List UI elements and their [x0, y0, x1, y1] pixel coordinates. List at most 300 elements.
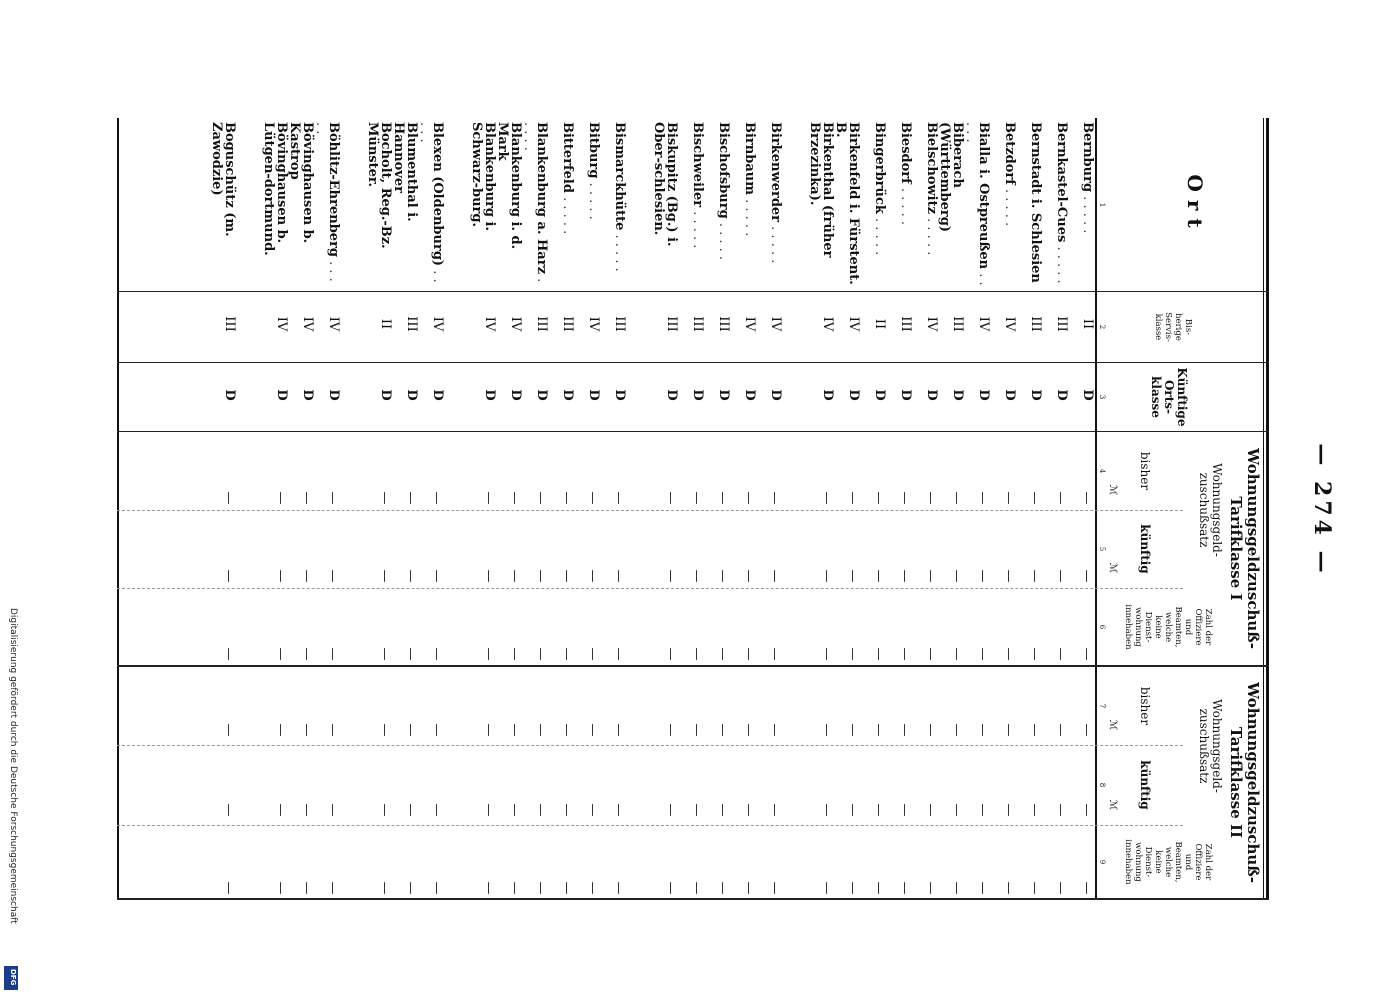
- row-kuenftige-ortsklasse: D: [326, 389, 341, 401]
- table-row: [236, 118, 288, 900]
- row-bisherige-servisklasse: III: [898, 316, 913, 332]
- row-empty-value: —: [559, 491, 574, 505]
- row-empty-value: —: [611, 881, 626, 895]
- leader-dots: . . . . .: [586, 178, 601, 220]
- row-empty-value: —: [221, 491, 236, 505]
- row-bisherige-servisklasse: IV: [1002, 316, 1017, 332]
- row-empty-value: —: [299, 881, 314, 895]
- row-empty-value: —: [897, 803, 912, 817]
- row-ort: Bischofsburg . . . . .: [716, 122, 731, 261]
- unit-col8: ℳ: [1107, 799, 1118, 811]
- row-empty-value: —: [871, 723, 886, 737]
- row-empty-value: —: [897, 647, 912, 661]
- row-bisherige-servisklasse: III: [716, 316, 731, 332]
- row-empty-value: —: [1001, 881, 1016, 895]
- row-empty-value: —: [611, 803, 626, 817]
- row-empty-value: —: [715, 647, 730, 661]
- row-empty-value: —: [1001, 491, 1016, 505]
- row-bisherige-servisklasse: IV: [430, 316, 445, 332]
- row-empty-value: —: [377, 803, 392, 817]
- row-empty-value: —: [1001, 803, 1016, 817]
- colnum-6: 6: [1098, 624, 1106, 630]
- row-empty-value: —: [221, 881, 236, 895]
- colnum-2: 2: [1098, 324, 1106, 330]
- row-empty-value: —: [533, 803, 548, 817]
- row-empty-value: —: [585, 723, 600, 737]
- row-ort: Boguschütz (m. Zawodzie): [209, 122, 237, 237]
- row-bisherige-servisklasse: II: [378, 318, 393, 330]
- row-kuenftige-ortsklasse: D: [872, 389, 887, 401]
- row-empty-value: —: [741, 723, 756, 737]
- table-body: [210, 118, 1094, 900]
- row-empty-value: —: [533, 647, 548, 661]
- row-empty-value: —: [949, 647, 964, 661]
- row-kuenftige-ortsklasse: D: [1080, 389, 1095, 401]
- row-empty-value: —: [559, 803, 574, 817]
- row-empty-value: —: [975, 491, 990, 505]
- row-empty-value: —: [221, 723, 236, 737]
- row-empty-value: —: [273, 723, 288, 737]
- row-bisherige-servisklasse: II: [872, 318, 887, 330]
- row-kuenftige-ortsklasse: D: [1002, 389, 1017, 401]
- row-empty-value: —: [429, 803, 444, 817]
- row-empty-value: —: [819, 569, 834, 583]
- table-row: [1042, 118, 1068, 900]
- row-bisherige-servisklasse: IV: [482, 316, 497, 332]
- row-empty-value: —: [741, 881, 756, 895]
- table-top-rule: [1266, 118, 1269, 900]
- row-empty-value: —: [403, 723, 418, 737]
- row-empty-value: —: [819, 491, 834, 505]
- row-empty-value: —: [845, 723, 860, 737]
- table-row: [756, 118, 782, 900]
- row-empty-value: —: [1001, 723, 1016, 737]
- row-empty-value: —: [975, 723, 990, 737]
- row-empty-value: —: [221, 569, 236, 583]
- row-bisherige-servisklasse: III: [560, 316, 575, 332]
- row-empty-value: —: [481, 569, 496, 583]
- table-row: [574, 118, 600, 900]
- header-separator-rule: [1095, 118, 1097, 900]
- row-empty-value: —: [325, 647, 340, 661]
- row-kuenftige-ortsklasse: D: [508, 389, 523, 401]
- row-kuenftige-ortsklasse: D: [586, 389, 601, 401]
- leader-dots: . . . . .: [521, 122, 549, 283]
- row-empty-value: —: [273, 881, 288, 895]
- row-kuenftige-ortsklasse: D: [222, 389, 237, 401]
- row-empty-value: —: [403, 803, 418, 817]
- row-ort: Bernstadt i. Schlesien: [1028, 122, 1043, 283]
- header-kuenftig-1: künftig: [1138, 524, 1152, 574]
- header-kuenftig-2: künftig: [1138, 760, 1152, 810]
- row-empty-value: —: [481, 647, 496, 661]
- row-empty-value: —: [585, 569, 600, 583]
- row-empty-value: —: [585, 881, 600, 895]
- row-empty-value: —: [819, 647, 834, 661]
- row-empty-value: —: [663, 723, 678, 737]
- row-bisherige-servisklasse: III: [222, 316, 237, 332]
- row-empty-value: —: [273, 569, 288, 583]
- row-bisherige-servisklasse: III: [690, 316, 705, 332]
- row-empty-value: —: [1079, 647, 1094, 661]
- row-empty-value: —: [325, 803, 340, 817]
- row-ort: Bischweiler . . . . .: [690, 122, 705, 249]
- row-ort: Bövinghausen b. Lütgen-dortmund.: [261, 122, 289, 256]
- row-empty-value: —: [299, 803, 314, 817]
- row-empty-value: —: [767, 491, 782, 505]
- table-row: [730, 118, 756, 900]
- row-empty-value: —: [845, 491, 860, 505]
- row-ort: Blankenburg i. Schwarz-burg.: [469, 122, 497, 232]
- row-bisherige-servisklasse: III: [950, 316, 965, 332]
- header-zahl-1: Zahl der Offiziere und Beamten, welche keine Dienst- wohnung innehaben: [1123, 604, 1213, 650]
- row-empty-value: —: [429, 647, 444, 661]
- row-empty-value: —: [1027, 881, 1042, 895]
- row-bisherige-servisklasse: IV: [924, 316, 939, 332]
- row-empty-value: —: [533, 569, 548, 583]
- colnum-9: 9: [1098, 859, 1106, 865]
- row-empty-value: —: [715, 803, 730, 817]
- row-empty-value: —: [845, 569, 860, 583]
- row-ort: Biesdorf . . . . .: [898, 122, 913, 226]
- table-row: [938, 118, 964, 900]
- row-empty-value: —: [559, 569, 574, 583]
- row-empty-value: —: [221, 647, 236, 661]
- row-kuenftige-ortsklasse: D: [1028, 389, 1043, 401]
- row-empty-value: —: [585, 803, 600, 817]
- row-kuenftige-ortsklasse: D: [976, 389, 991, 401]
- row-empty-value: —: [325, 569, 340, 583]
- row-empty-value: —: [325, 491, 340, 505]
- unit-col5: ℳ: [1107, 562, 1118, 574]
- table-row: [678, 118, 704, 900]
- colnum-4: 4: [1098, 468, 1106, 474]
- leader-dots: . . . . .: [963, 122, 991, 286]
- row-empty-value: —: [923, 803, 938, 817]
- row-empty-value: —: [273, 647, 288, 661]
- row-empty-value: —: [715, 491, 730, 505]
- row-empty-value: —: [819, 881, 834, 895]
- table-row: [704, 118, 730, 900]
- row-ort: Bingerbrück . . . . .: [872, 122, 887, 256]
- row-kuenftige-ortsklasse: D: [664, 389, 679, 401]
- row-empty-value: —: [949, 881, 964, 895]
- leader-dots: . . . . .: [768, 222, 783, 264]
- row-bisherige-servisklasse: III: [534, 316, 549, 332]
- row-ort: Bialla i. Ostpreußen . . . . .: [963, 122, 991, 286]
- header-wgz-2: Wohnungsgeld- zuschußsatz: [1197, 699, 1224, 793]
- row-empty-value: —: [1027, 569, 1042, 583]
- row-empty-value: —: [481, 881, 496, 895]
- header-tarifklasse-1: Wohnungsgeldzuschuß- Tarifklasse I: [1227, 448, 1262, 649]
- row-ort: Biberach (Württemberg): [937, 122, 965, 233]
- colnum-1: 1: [1098, 202, 1106, 208]
- row-empty-value: —: [273, 803, 288, 817]
- row-empty-value: —: [663, 881, 678, 895]
- row-empty-value: —: [767, 723, 782, 737]
- table-row: [626, 118, 678, 900]
- row-kuenftige-ortsklasse: D: [612, 389, 627, 401]
- row-ort: Bielschowitz . . . . .: [924, 122, 939, 256]
- row-empty-value: —: [1053, 723, 1068, 737]
- row-empty-value: —: [663, 491, 678, 505]
- row-empty-value: —: [871, 881, 886, 895]
- row-empty-value: —: [689, 647, 704, 661]
- row-empty-value: —: [611, 647, 626, 661]
- leader-dots: . . . . .: [612, 230, 627, 272]
- row-kuenftige-ortsklasse: D: [560, 389, 575, 401]
- table-row: [990, 118, 1016, 900]
- row-ort: Bitterfeld . . . . .: [560, 122, 575, 235]
- row-kuenftige-ortsklasse: D: [274, 389, 289, 401]
- header-wgz-1: Wohnungsgeld- zuschußsatz: [1197, 463, 1224, 557]
- row-kuenftige-ortsklasse: D: [742, 389, 757, 401]
- row-empty-value: —: [715, 723, 730, 737]
- row-bisherige-servisklasse: IV: [742, 316, 757, 332]
- row-empty-value: —: [975, 881, 990, 895]
- colnum-5: 5: [1098, 546, 1106, 552]
- row-empty-value: —: [377, 569, 392, 583]
- row-empty-value: —: [741, 647, 756, 661]
- row-empty-value: —: [923, 647, 938, 661]
- colnum-7: 7: [1098, 703, 1106, 709]
- row-empty-value: —: [481, 723, 496, 737]
- row-empty-value: —: [689, 881, 704, 895]
- row-bisherige-servisklasse: III: [1028, 316, 1043, 332]
- row-empty-value: —: [715, 569, 730, 583]
- leader-dots: . . . . .: [1002, 184, 1017, 227]
- row-bisherige-servisklasse: II: [1080, 318, 1095, 330]
- table-row: [600, 118, 626, 900]
- row-kuenftige-ortsklasse: D: [716, 389, 731, 401]
- row-empty-value: —: [403, 881, 418, 895]
- leader-dots: . . . . .: [872, 213, 887, 256]
- row-bisherige-servisklasse: IV: [274, 316, 289, 332]
- row-empty-value: —: [507, 803, 522, 817]
- row-ort: Blankenburg i. d. Mark: [495, 122, 523, 250]
- row-empty-value: —: [871, 647, 886, 661]
- row-bisherige-servisklasse: III: [664, 316, 679, 332]
- row-empty-value: —: [507, 647, 522, 661]
- row-empty-value: —: [741, 803, 756, 817]
- row-empty-value: —: [663, 569, 678, 583]
- table-row: [1016, 118, 1042, 900]
- row-empty-value: —: [273, 491, 288, 505]
- dfg-logo-text: DFG: [9, 969, 17, 986]
- row-empty-value: —: [481, 803, 496, 817]
- row-empty-value: —: [897, 723, 912, 737]
- table-row: [886, 118, 912, 900]
- row-bisherige-servisklasse: III: [1054, 316, 1069, 332]
- row-empty-value: —: [299, 647, 314, 661]
- row-empty-value: —: [299, 569, 314, 583]
- row-empty-value: —: [403, 647, 418, 661]
- row-bisherige-servisklasse: III: [612, 316, 627, 332]
- row-empty-value: —: [299, 491, 314, 505]
- row-empty-value: —: [507, 491, 522, 505]
- row-kuenftige-ortsklasse: D: [950, 389, 965, 401]
- row-empty-value: —: [923, 569, 938, 583]
- row-empty-value: —: [429, 723, 444, 737]
- row-empty-value: —: [1001, 569, 1016, 583]
- row-ort: Bismarckhütte . . . . .: [612, 122, 627, 272]
- row-empty-value: —: [377, 491, 392, 505]
- table-row: [548, 118, 574, 900]
- row-empty-value: —: [871, 803, 886, 817]
- row-ort: Betzdorf . . . . .: [1002, 122, 1017, 227]
- table-row: [418, 118, 444, 900]
- row-empty-value: —: [533, 881, 548, 895]
- row-kuenftige-ortsklasse: D: [820, 389, 835, 401]
- leader-dots: . . . . .: [742, 194, 757, 237]
- row-empty-value: —: [923, 723, 938, 737]
- row-empty-value: —: [429, 491, 444, 505]
- row-empty-value: —: [1027, 647, 1042, 661]
- leader-dots: . . . . .: [560, 192, 575, 235]
- unit-col7: ℳ: [1107, 719, 1118, 731]
- leader-dots: . . . . .: [313, 122, 341, 282]
- row-empty-value: —: [1053, 569, 1068, 583]
- row-ort: Bernburg . . . . .: [1080, 122, 1095, 234]
- row-empty-value: —: [975, 569, 990, 583]
- row-empty-value: —: [403, 569, 418, 583]
- row-kuenftige-ortsklasse: D: [482, 389, 497, 401]
- row-empty-value: —: [585, 491, 600, 505]
- row-bisherige-servisklasse: IV: [976, 316, 991, 332]
- row-ort: Blumenthal i. Hannover: [391, 122, 419, 222]
- table-row: [860, 118, 886, 900]
- row-ort: Birkenthal (früher Brzezinka).: [807, 122, 835, 258]
- row-empty-value: —: [845, 647, 860, 661]
- row-empty-value: —: [949, 803, 964, 817]
- row-empty-value: —: [715, 881, 730, 895]
- row-empty-value: —: [429, 881, 444, 895]
- row-empty-value: —: [767, 647, 782, 661]
- footer-text: Digitalisierung gefördert durch die Deutsche Forschungsgemeinschaft: [8, 608, 18, 924]
- row-ort: Birnbaum . . . . .: [742, 122, 757, 237]
- row-kuenftige-ortsklasse: D: [846, 389, 861, 401]
- table-row: [288, 118, 314, 900]
- leader-dots: . . . . .: [1054, 242, 1069, 284]
- row-empty-value: —: [611, 491, 626, 505]
- row-empty-value: —: [1079, 491, 1094, 505]
- row-bisherige-servisklasse: IV: [508, 316, 523, 332]
- header-bisher-2: bisher: [1138, 686, 1152, 726]
- leader-dots: . . . . .: [1080, 192, 1095, 234]
- row-empty-value: —: [1027, 803, 1042, 817]
- row-ort: Bitburg . . . . .: [586, 122, 601, 220]
- row-empty-value: —: [663, 803, 678, 817]
- row-kuenftige-ortsklasse: D: [768, 389, 783, 401]
- header-tarifklasse-2: Wohnungsgeldzuschuß- Tarifklasse II: [1227, 682, 1262, 883]
- row-empty-value: —: [377, 723, 392, 737]
- table-row: [210, 118, 236, 900]
- row-bisherige-servisklasse: III: [404, 316, 419, 332]
- row-empty-value: —: [689, 491, 704, 505]
- row-ort: Bövinghausen b. Kastrop: [287, 122, 315, 244]
- table-row: [1068, 118, 1094, 900]
- row-empty-value: —: [1053, 647, 1068, 661]
- row-kuenftige-ortsklasse: D: [430, 389, 445, 401]
- row-empty-value: —: [767, 881, 782, 895]
- row-empty-value: —: [1027, 491, 1042, 505]
- digitization-footer: [4, 0, 18, 1000]
- row-empty-value: —: [741, 569, 756, 583]
- row-empty-value: —: [845, 881, 860, 895]
- row-empty-value: —: [507, 881, 522, 895]
- row-empty-value: —: [1079, 569, 1094, 583]
- row-empty-value: —: [1053, 881, 1068, 895]
- row-ort: Blexen (Oldenburg) . . . . .: [417, 122, 445, 283]
- row-empty-value: —: [403, 491, 418, 505]
- table-bottom-rule: [117, 118, 119, 900]
- row-empty-value: —: [819, 723, 834, 737]
- row-ort: Böhlitz-Ehrenberg . . . . .: [313, 122, 341, 282]
- row-empty-value: —: [871, 491, 886, 505]
- table-row: [522, 118, 548, 900]
- leader-dots: . . . . .: [924, 214, 939, 256]
- row-empty-value: —: [1079, 881, 1094, 895]
- row-empty-value: —: [325, 723, 340, 737]
- table-row: [912, 118, 938, 900]
- row-empty-value: —: [923, 491, 938, 505]
- row-empty-value: —: [507, 723, 522, 737]
- row-empty-value: —: [819, 803, 834, 817]
- row-empty-value: —: [897, 569, 912, 583]
- row-empty-value: —: [325, 881, 340, 895]
- row-empty-value: —: [221, 803, 236, 817]
- row-empty-value: —: [689, 723, 704, 737]
- row-empty-value: —: [377, 881, 392, 895]
- row-ort: Birkenwerder . . . . .: [768, 122, 783, 264]
- row-kuenftige-ortsklasse: D: [1054, 389, 1069, 401]
- row-empty-value: —: [663, 647, 678, 661]
- table-row: [314, 118, 340, 900]
- header-kuenftige-ortsklasse: Künftige Orts- klasse: [1149, 367, 1189, 427]
- row-empty-value: —: [559, 647, 574, 661]
- row-empty-value: —: [897, 491, 912, 505]
- row-bisherige-servisklasse: IV: [586, 316, 601, 332]
- leader-dots: . . . . .: [690, 207, 705, 249]
- row-empty-value: —: [533, 723, 548, 737]
- colnum-3: 3: [1098, 394, 1106, 400]
- row-empty-value: —: [767, 803, 782, 817]
- unit-col4: ℳ: [1107, 484, 1118, 496]
- row-empty-value: —: [559, 723, 574, 737]
- row-empty-value: —: [1079, 803, 1094, 817]
- row-empty-value: —: [429, 569, 444, 583]
- row-bisherige-servisklasse: IV: [820, 316, 835, 332]
- row-ort: Birkenfeld i. Fürstent. B.: [833, 122, 861, 285]
- row-empty-value: —: [949, 569, 964, 583]
- header-ort: Ort: [1183, 174, 1207, 236]
- header-zahl-2: Zahl der Offiziere und Beamten, welche keine Dienst- wohnung innehaben: [1123, 839, 1213, 885]
- row-empty-value: —: [975, 647, 990, 661]
- row-ort: Blankenburg a. Harz . . . . .: [521, 122, 549, 283]
- table-row: [496, 118, 522, 900]
- leader-dots: . . . . .: [417, 122, 445, 283]
- table-row: [392, 118, 418, 900]
- table-row: [964, 118, 990, 900]
- row-empty-value: —: [689, 803, 704, 817]
- dfg-logo: [4, 966, 18, 990]
- table-row: [444, 118, 496, 900]
- row-empty-value: —: [611, 569, 626, 583]
- row-empty-value: —: [897, 881, 912, 895]
- row-bisherige-servisklasse: IV: [846, 316, 861, 332]
- colnum-8: 8: [1098, 782, 1106, 788]
- row-kuenftige-ortsklasse: D: [300, 389, 315, 401]
